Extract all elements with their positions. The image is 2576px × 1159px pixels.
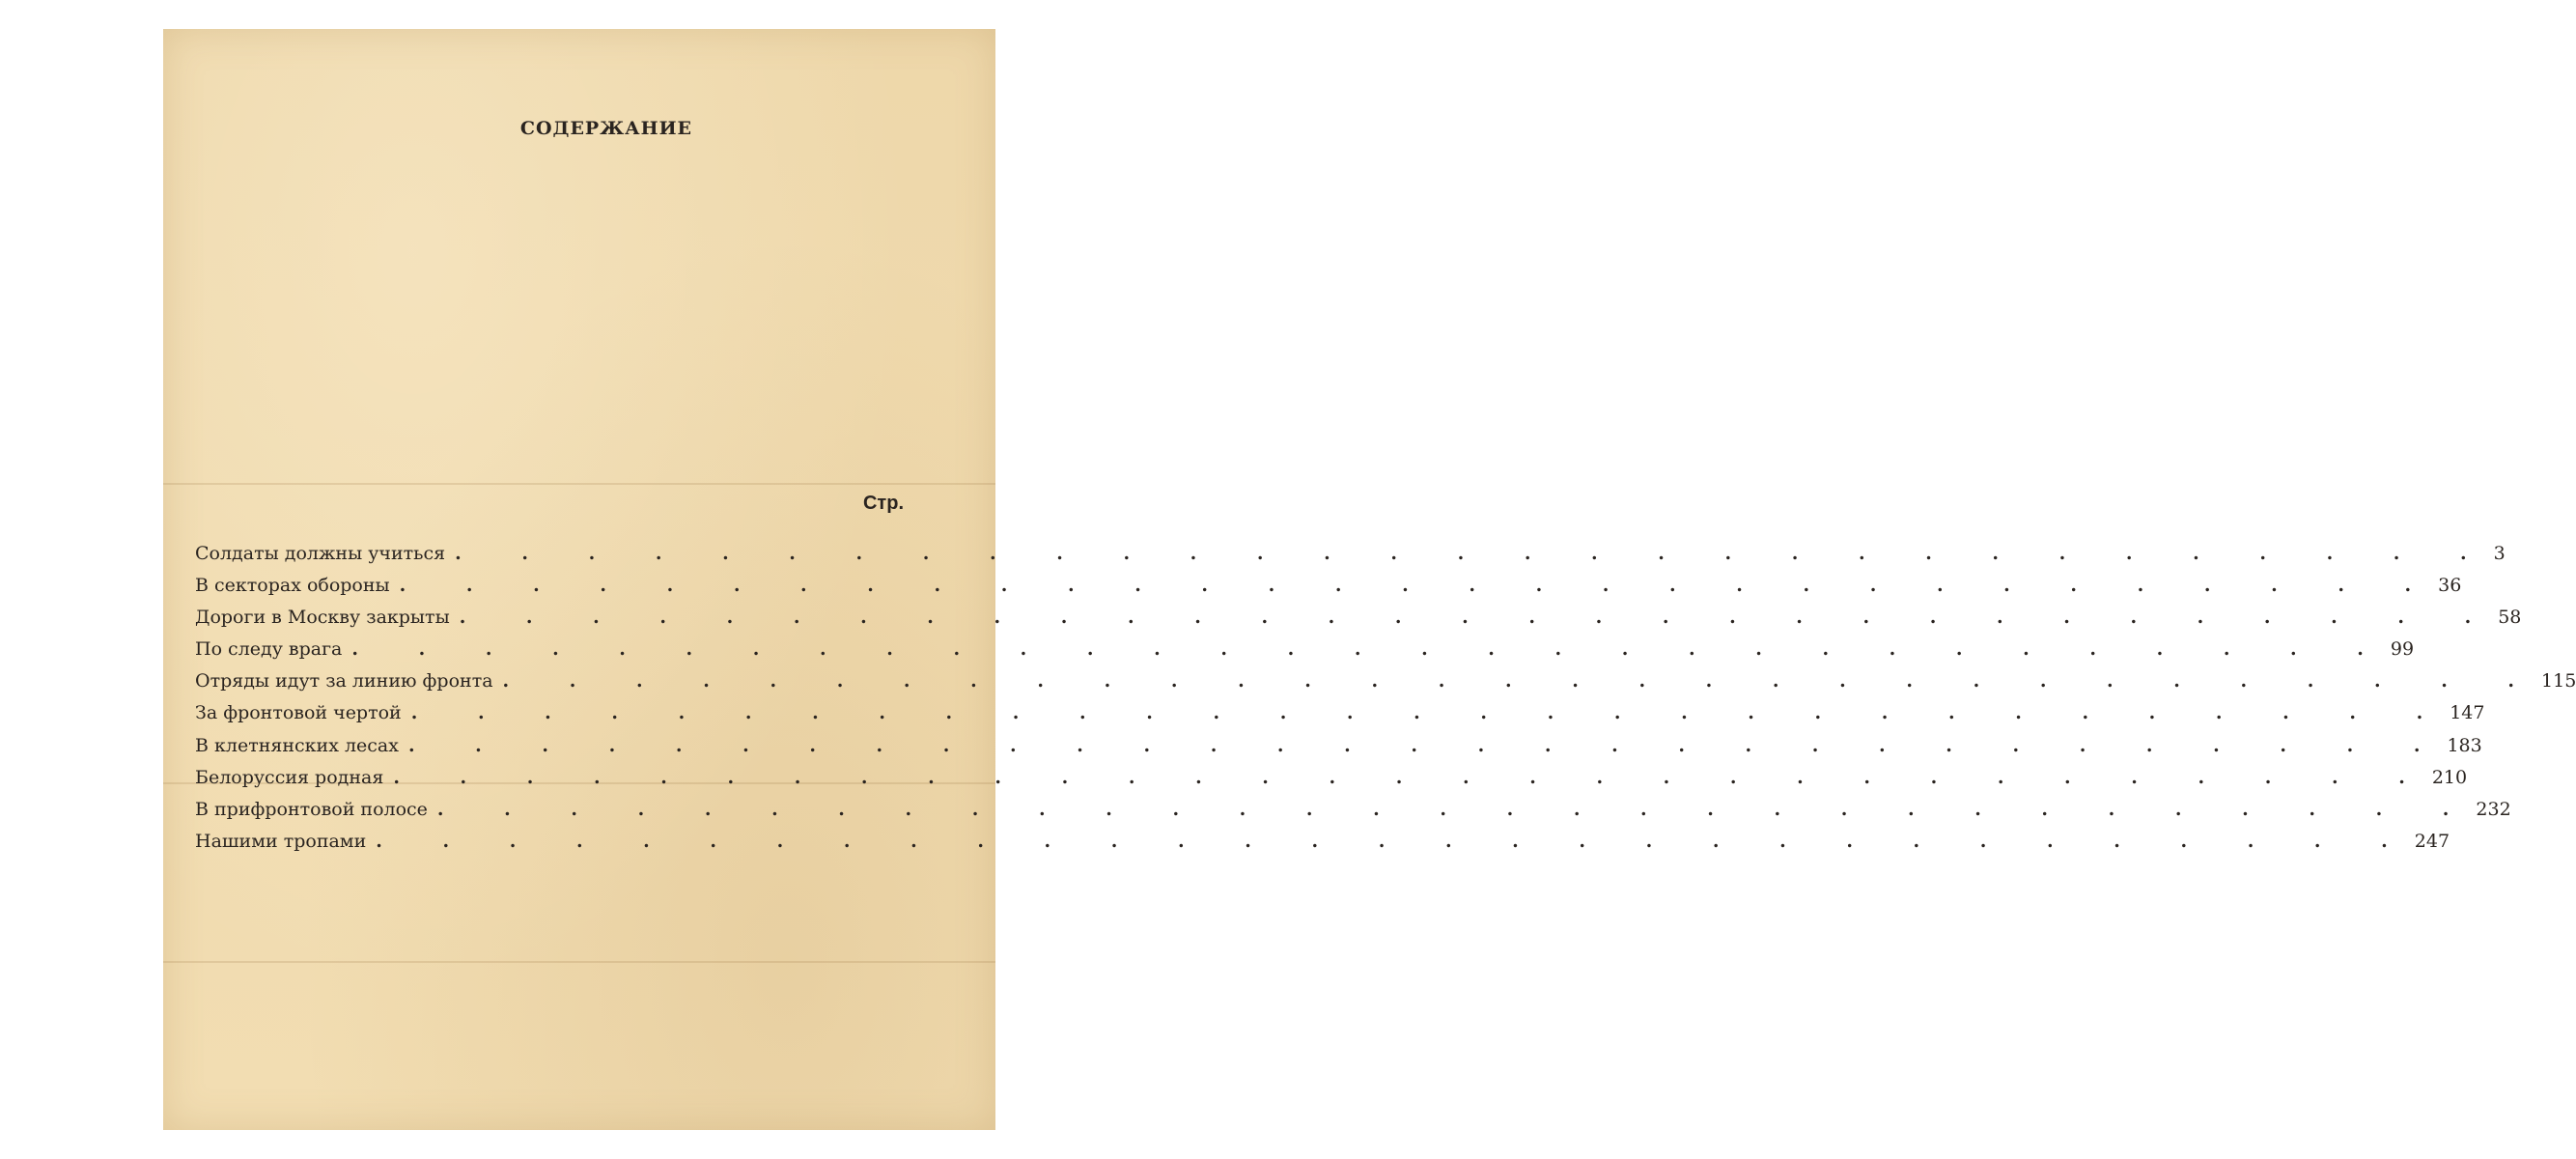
toc-row [195, 638, 2415, 670]
toc-row [195, 575, 2462, 607]
toc-entry-title: В секторах обороны [195, 575, 390, 597]
toc-page-number: 115 [2541, 670, 2576, 693]
toc-page-number: 36 [2438, 575, 2462, 597]
toc-page-number: 58 [2498, 607, 2522, 629]
toc-entry-title: Отряды идут за линию фронта [195, 670, 493, 693]
dot-leader: . . . . . . . . . . . . . . . . . . . . . . . . . . . . . . . [459, 607, 2499, 629]
toc-page-number: 232 [2476, 798, 2511, 820]
toc-entry-title: В прифронтовой полосе [195, 798, 428, 820]
dot-leader: . . . . . . . . . . . . . . . . . . . . . . . . . . . . . . . [410, 702, 2450, 724]
toc-page-number: 183 [2447, 734, 2482, 756]
dot-leader: . . . . . . . . . . . . . . . . . . . . . . . . . . . . . . . [455, 543, 2494, 564]
book-page [163, 29, 2576, 1130]
dot-leader: . . . . . . . . . . . . . . . . . . . . . . . . . . . . . . . [393, 766, 2432, 788]
dot-leader: . . . . . . . . . . . . . . . . . . . . . . . . . . . . . . . [351, 638, 2391, 661]
contents-heading: СОДЕРЖАНИЕ [519, 118, 692, 139]
toc-row [195, 766, 2468, 799]
table-of-contents [195, 543, 2576, 862]
dot-leader: . . . . . . . . . . . . . . . . . . . . . . . . . . . . . . . [407, 734, 2448, 756]
toc-entry-title: По следу врага [195, 638, 343, 661]
toc-entry-title: За фронтовой чертой [195, 702, 402, 724]
toc-entry-title: Солдаты должны учиться [195, 543, 446, 564]
toc-row [195, 798, 2511, 831]
toc-page-number: 99 [2390, 638, 2415, 661]
toc-row [195, 702, 2485, 734]
paper-crease [163, 961, 995, 963]
dot-leader: . . . . . . . . . . . . . . . . . . . . . . . . . . . . . . . [376, 830, 2415, 852]
toc-row [195, 543, 2506, 575]
toc-row [195, 670, 2576, 702]
toc-page-number: 147 [2450, 702, 2485, 724]
dot-leader: . . . . . . . . . . . . . . . . . . . . . . . . . . . . . . . [436, 798, 2477, 820]
toc-page-number: 247 [2414, 830, 2450, 852]
page-column-label: Стр. [862, 493, 904, 514]
paper-crease [163, 483, 995, 485]
toc-row [195, 734, 2482, 767]
toc-page-number: 3 [2493, 543, 2506, 564]
dot-leader: . . . . . . . . . . . . . . . . . . . . . . . . . . . . . . . [399, 575, 2439, 597]
toc-row [195, 607, 2522, 638]
toc-entry-title: В клетнянских лесах [195, 734, 399, 756]
toc-row [195, 830, 2450, 862]
toc-page-number: 210 [2431, 766, 2468, 788]
toc-entry-title: Дороги в Москву закрыты [195, 607, 450, 629]
toc-entry-title: Белоруссия родная [195, 766, 384, 788]
dot-leader: . . . . . . . . . . . . . . . . . . . . . . . . . . . . . . . [502, 670, 2542, 693]
toc-entry-title: Нашими тропами [195, 830, 367, 852]
